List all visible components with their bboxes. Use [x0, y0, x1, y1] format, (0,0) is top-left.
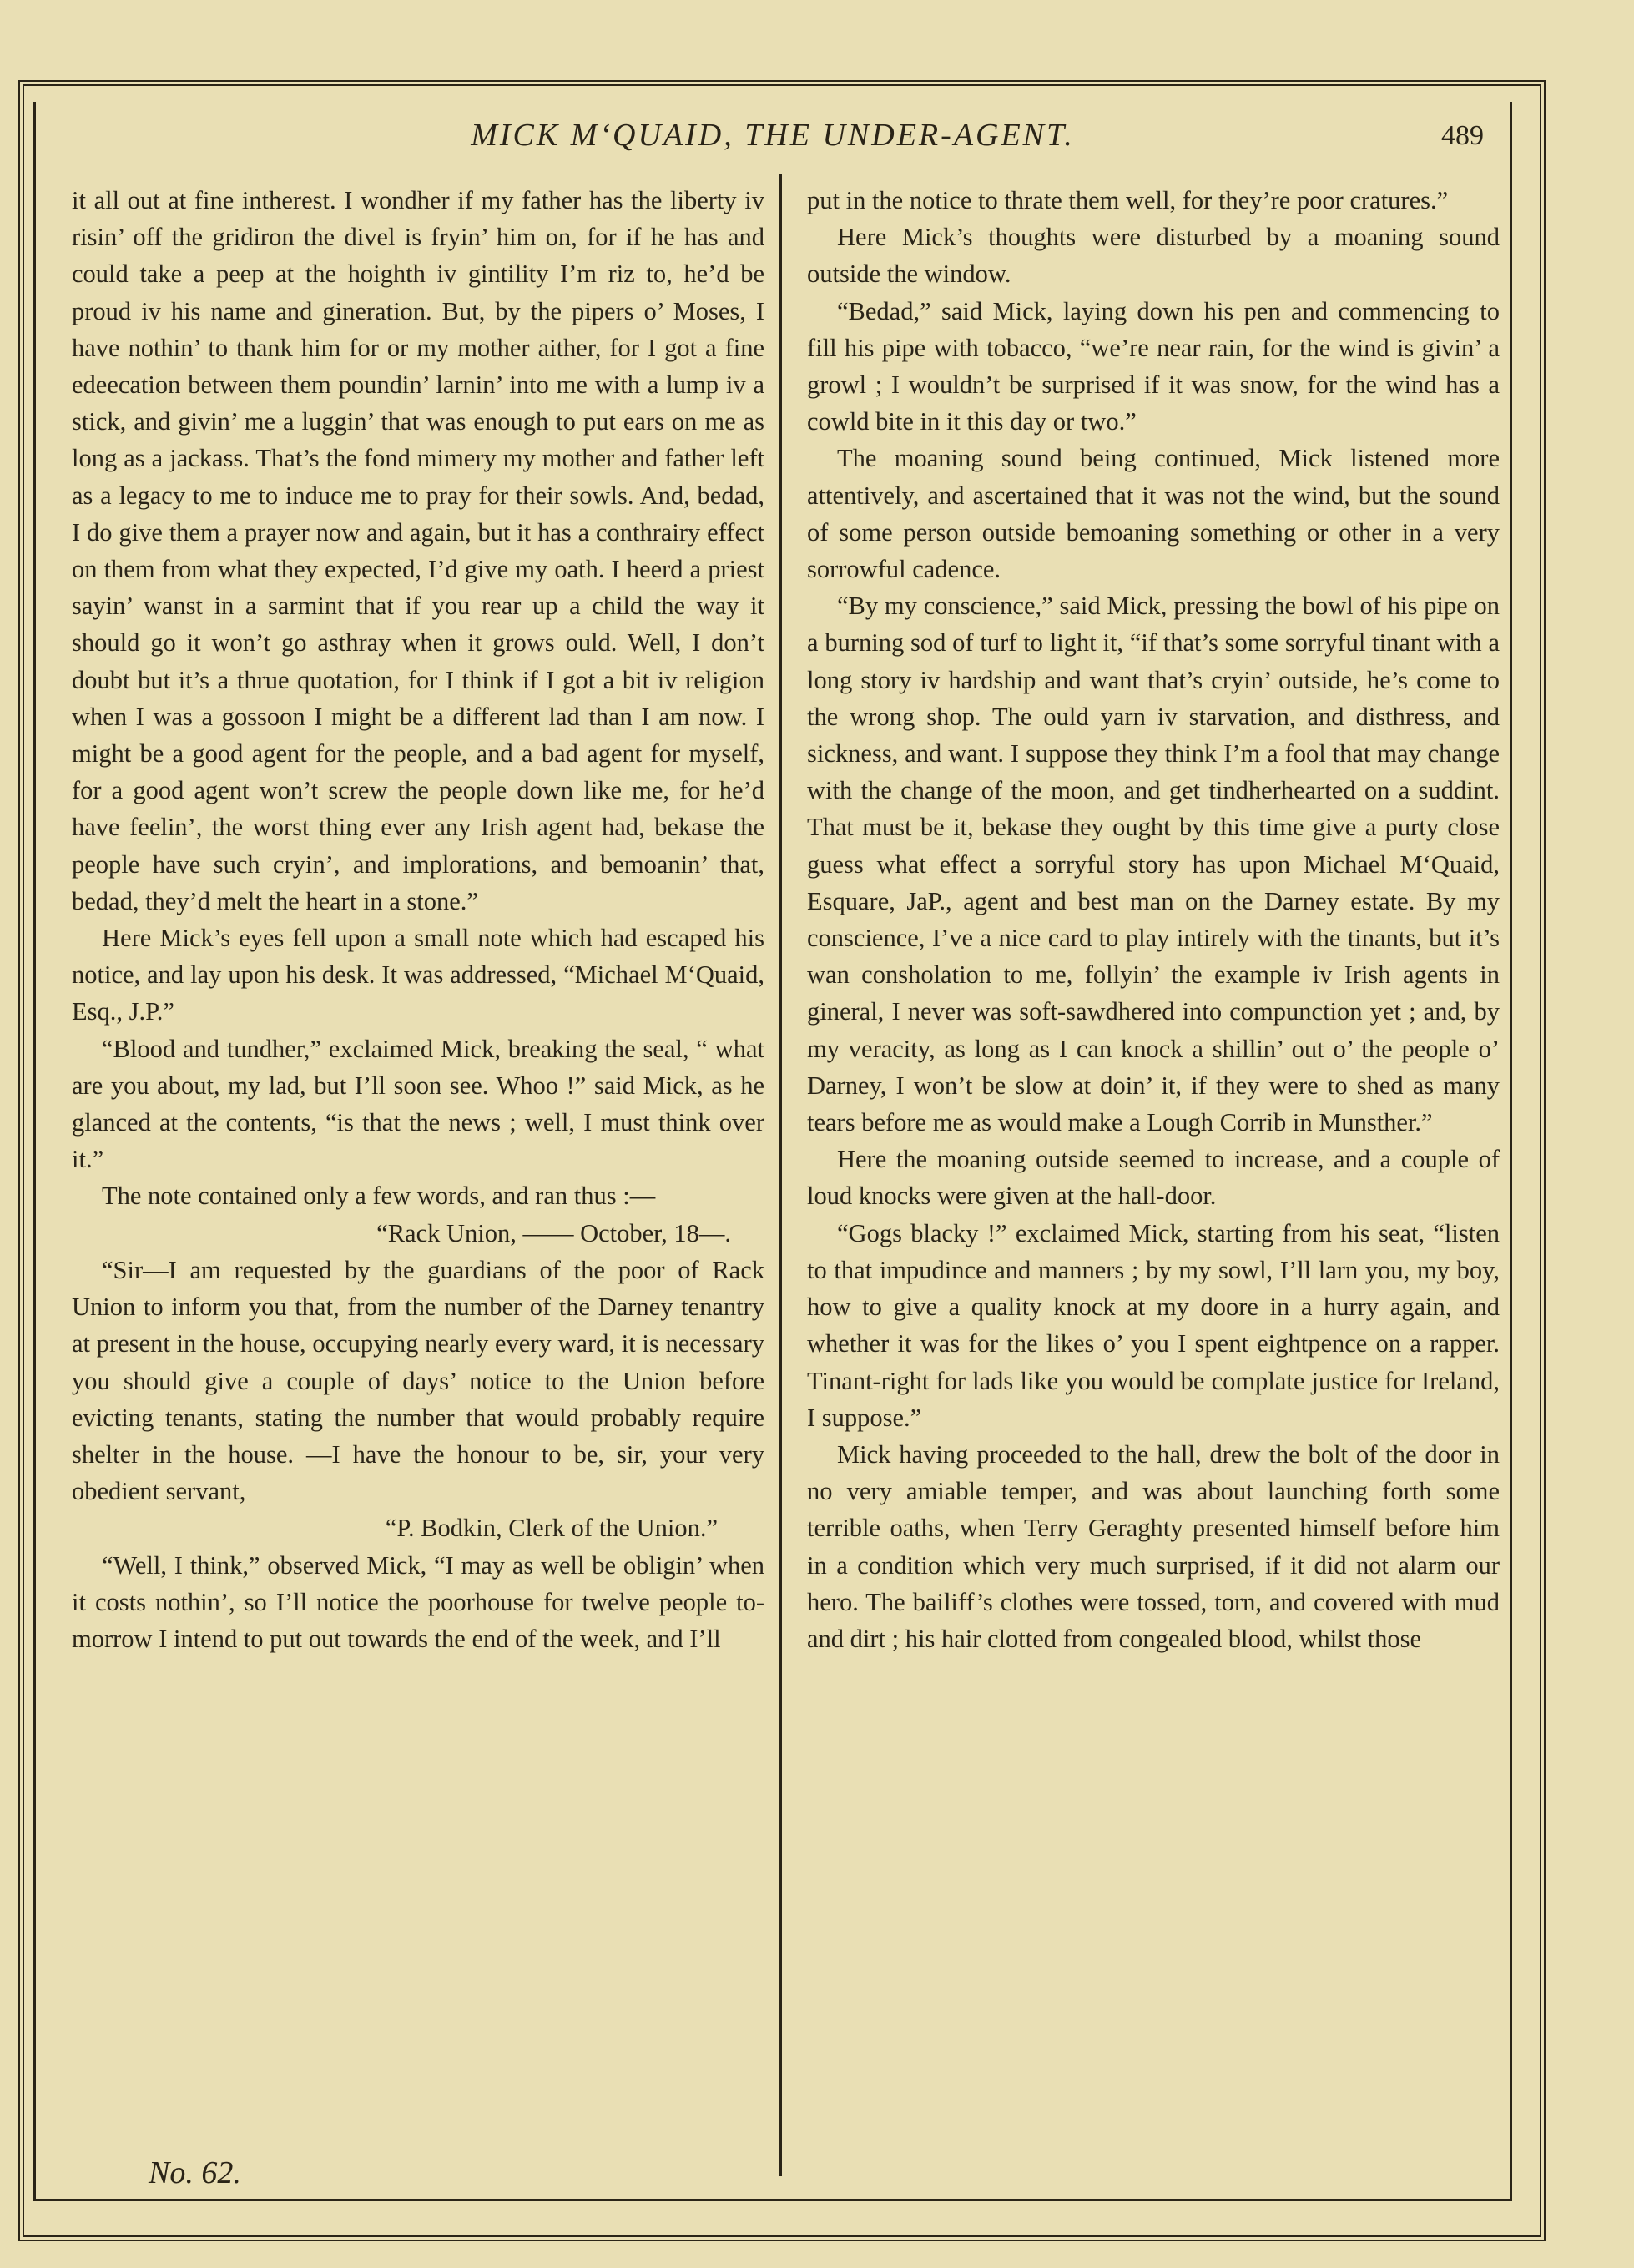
paragraph: “By my conscience,” said Mick, pressing the bowl of his pipe on a burning sod of turf to light it, “if that’s some sorryful tinant with a long story iv hardship and want that’s cryin’ outside, he’s come to the wrong shop. The ould yarn iv starvation, and disthress, and sickness, and want. I suppose they think I’m a fool that may change with the change of the moon, and get tindherhearted on a suddint. That must be it, bekase they ought by this time give a purty close guess what effect a sorryful story has upon Michael M‘Quaid, Esquare, JaP., agent and best man on the Darney estate. By my conscience, I’ve a nice card to play intirely with the tinants, but it’s wan consholation to me, follyin’ the example iv Irish agents in gineral, I never was soft-sawdhered into compunction yet ; and, by my veracity, as long as I can knock a shillin’ out o’ the people o’ Darney, I won’t be slow at doin’ it, if they were to shed as many tears before me as would make a Lough Corrib in Munsther.” [807, 592, 1500, 1137]
paragraph: it all out at fine intherest. I wondher if my father has the liberty iv risin’ off the gridiron the divel is fryin’ him on, for if he has and could take a peep at the hoighth iv gintility I’m riz to, he’d be proud iv his name and gineration. But, by the pipers o’ Moses, I have nothin’ to thank him for or my mother aither, for I got a fine edeecation between them poundin’ larnin’ into me with a lump iv a stick, and givin’ me a luggin’ that was enough to put ears on me as long as a jackass. That’s the fond mimery my mother and father left as a legacy to me to induce me to pray for their sowls. And, bedad, I do give them a prayer now and again, but it has a conthrairy effect on them from what they expected, I’d give my oath. I heerd a priest sayin’ wanst in a sarmint that if you rear up a child the way it should go it won’t go asthray when it grows ould. Well, I don’t doubt but it’s a thrue quotation, for I think if I got a bit iv religion when I was a gossoon I might be a different lad than I am now. I might be a good agent for the people, and a bad agent for myself, for a good agent won’t screw the people down like me, for he’d have feelin’, the worst thing ever any Irish agent had, bekase the people have such cryin’, and implorations, and bemoanin’ that, bedad, they’d melt the heart in a stone.” [72, 186, 764, 915]
paragraph: “Bedad,” said Mick, laying down his pen and commencing to fill his pipe with tobacco, “we’re near rain, for the wind is givin’ a growl ; I wouldn’t be surprised if it was snow, for the wind has a cowld bite in it this day or two.” [807, 296, 1500, 436]
letter-dateline: “Rack Union, —— October, 18—. [376, 1218, 731, 1247]
printer-signature-mark: No. 62. [149, 2155, 241, 2190]
left-column [72, 182, 764, 2176]
running-header [33, 105, 1512, 164]
paragraph: “Well, I think,” observed Mick, “I may as well be obligin’ when it costs nothin’, so I’ll notice the poorhouse for twelve people to-morrow I intend to put out towards the end of the week, and I’ll [72, 1550, 764, 1653]
paragraph: The moaning sound being continued, Mick listened more attentively, and ascertained that it was not the wind, but the sound of some person outside bemoaning something or other in a very sorrowful cadence. [807, 444, 1500, 584]
paragraph: “Blood and tundher,” exclaimed Mick, breaking the seal, “ what are you about, my lad, but I’ll soon see. Whoo !” said Mick, as he glanced at the contents, “is that the news ; well, I must think over it.” [72, 1034, 764, 1174]
page-number: 489 [1441, 120, 1484, 151]
paragraph: Mick having proceeded to the hall, drew the bolt of the door in no very amiable temper, and was about launching forth some terrible oaths, when Terry Geraghty presented himself before him in a condition which very much surprised, if it did not alarm our hero. The bailiff’s clothes were tossed, torn, and covered with mud and dirt ; his hair clotted from congealed blood, whilst those [807, 1439, 1500, 1653]
right-column [807, 182, 1500, 2176]
letter-signature: “P. Bodkin, Clerk of the Union.” [385, 1514, 718, 1543]
paragraph: Here the moaning outside seemed to increase, and a couple of loud knocks were given at the hall-door. [807, 1145, 1500, 1211]
paragraph: The note contained only a few words, and ran thus :— [102, 1182, 656, 1211]
paragraph: put in the notice to thrate them well, for they’re poor cratures.” [807, 186, 1449, 214]
paragraph: “Gogs blacky !” exclaimed Mick, starting from his seat, “listen to that impudince and manners ; by my sowl, I’ll larn you, my boy, how to give a quality knock at my doore in a hurry again, and whether it was for the likes o’ you I spent eightpence on a rapper. Tinant-right for lads like you would be complate justice for Ireland, I suppose.” [807, 1218, 1500, 1432]
paragraph: Here Mick’s thoughts were disturbed by a moaning sound outside the window. [807, 223, 1500, 289]
running-title: MICK M‘QUAID, THE UNDER-AGENT. [471, 118, 1075, 153]
paragraph: Here Mick’s eyes fell upon a small note which had escaped his notice, and lay upon his desk. It was addressed, “Michael M‘Quaid, Esq., J.P.” [72, 924, 764, 1026]
letter-body: “Sir—I am requested by the guardians of the poor of Rack Union to inform you that, from the number of the Darney tenantry at present in the house, occupying nearly every ward, it is necessary you should give a couple of days’ notice to the Union before evicting tenants, stating the number that would probably require shelter in the house. —I have the honour to be, sir, your very obedient servant, [72, 1255, 764, 1506]
column-divider [779, 174, 782, 2176]
